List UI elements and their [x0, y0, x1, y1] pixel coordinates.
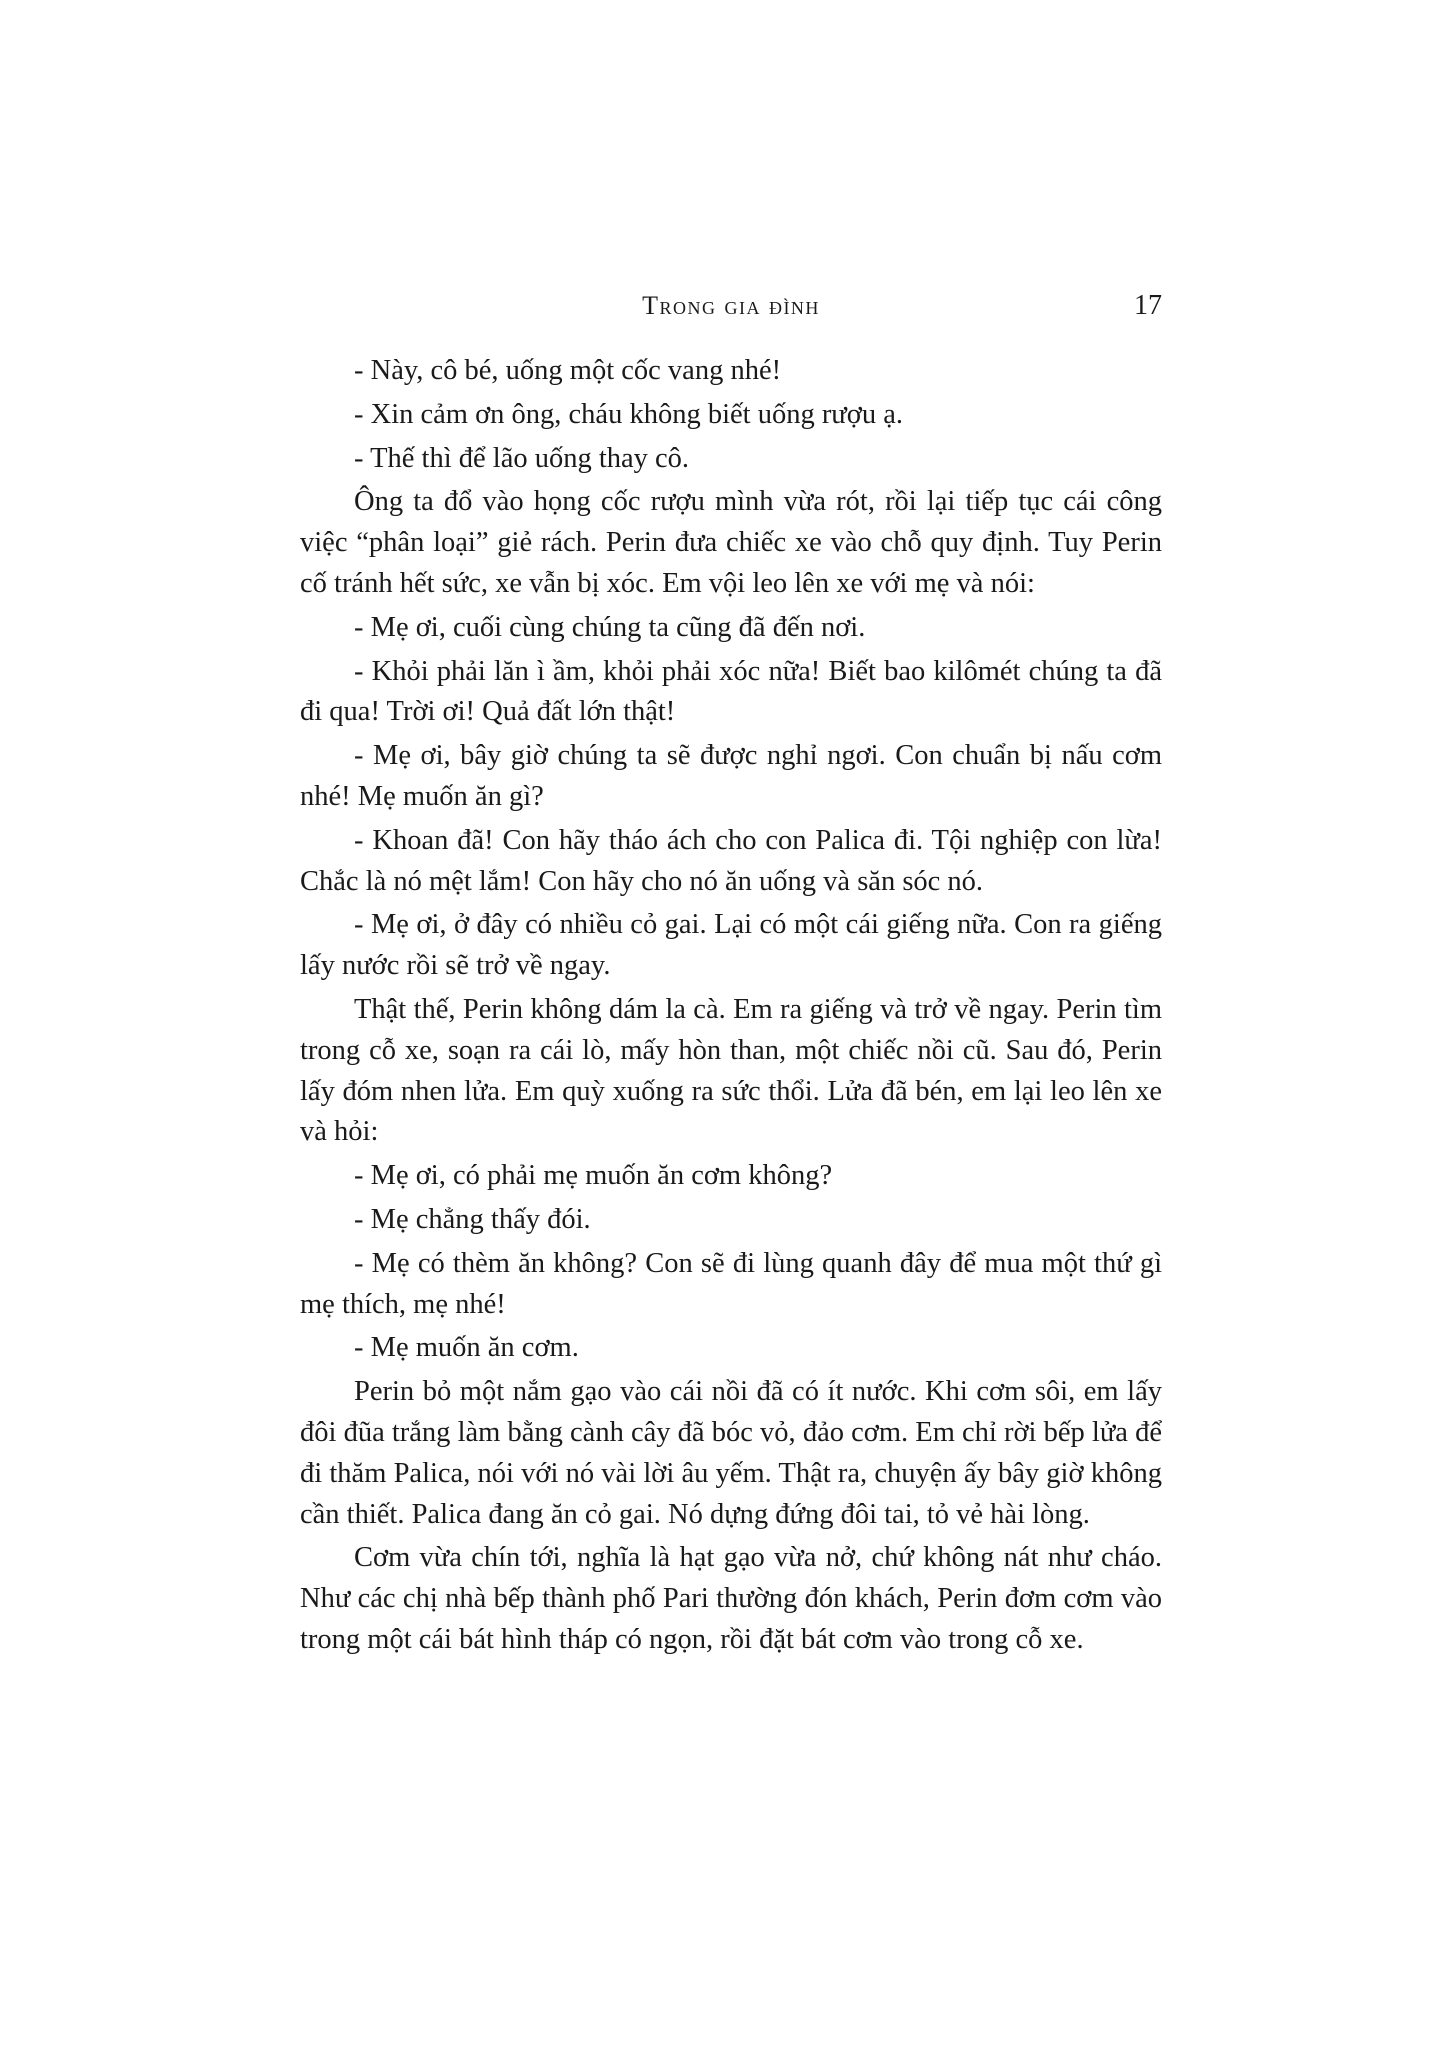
paragraph-12: - Mẹ chẳng thấy đói.: [354, 1203, 591, 1235]
page-number: 17: [1134, 290, 1162, 321]
paragraph-4: Ông ta đổ vào họng cốc rượu mình vừa rót, rồi lại tiếp tục cái công việc “phân loại” giẻ rách. Perin đưa chiếc xe vào chỗ quy định. Tuy Perin cố tránh hết sức, xe vẫn bị xóc. Em vội leo lên xe với mẹ và nói:: [300, 486, 1162, 599]
body-text: [300, 351, 1162, 1664]
paragraph-2: - Xin cảm ơn ông, cháu không biết uống rượu ạ.: [354, 398, 903, 430]
running-header: [300, 286, 1162, 326]
paragraph-15: Perin bỏ một nắm gạo vào cái nồi đã có ít nước. Khi cơm sôi, em lấy đôi đũa trắng làm bằng cành cây đã bóc vỏ, đảo cơm. Em chỉ rời bếp lửa để đi thăm Palica, nói với nó vài lời âu yếm. Thật ra, chuyện ấy bây giờ không cần thiết. Palica đang ăn cỏ gai. Nó dựng đứng đôi tai, tỏ vẻ hài lòng.: [300, 1376, 1162, 1530]
paragraph-13: - Mẹ có thèm ăn không? Con sẽ đi lùng quanh đây để mua một thứ gì mẹ thích, mẹ nhé!: [300, 1247, 1162, 1320]
paragraph-16: Cơm vừa chín tới, nghĩa là hạt gạo vừa nở, chứ không nát như cháo. Như các chị nhà bếp thành phố Pari thường đón khách, Perin đơm cơm vào trong một cái bát hình tháp có ngọn, rồi đặt bát cơm vào trong cỗ xe.: [300, 1542, 1162, 1655]
paragraph-5: - Mẹ ơi, cuối cùng chúng ta cũng đã đến nơi.: [354, 611, 866, 643]
paragraph-11: - Mẹ ơi, có phải mẹ muốn ăn cơm không?: [354, 1160, 833, 1192]
paragraph-10: Thật thế, Perin không dám la cà. Em ra giếng và trở về ngay. Perin tìm trong cỗ xe, soạn ra cái lò, mấy hòn than, một chiếc nồi cũ. Sau đó, Perin lấy đóm nhen lửa. Em quỳ xuống ra sức thổi. Lửa đã bén, em lại leo lên xe và hỏi:: [300, 993, 1162, 1148]
paragraph-14: - Mẹ muốn ăn cơm.: [354, 1332, 579, 1364]
paragraph-9: - Mẹ ơi, ở đây có nhiều cỏ gai. Lại có một cái giếng nữa. Con ra giếng lấy nước rồi sẽ trở về ngay.: [300, 909, 1162, 982]
paragraph-8: - Khoan đã! Con hãy tháo ách cho con Palica đi. Tội nghiệp con lừa! Chắc là nó mệt lắm! Con hãy cho nó ăn uống và săn sóc nó.: [300, 824, 1162, 897]
paragraph-7: - Mẹ ơi, bây giờ chúng ta sẽ được nghỉ ngơi. Con chuẩn bị nấu cơm nhé! Mẹ muốn ăn gì?: [300, 740, 1162, 812]
paragraph-3: - Thế thì để lão uống thay cô.: [354, 442, 690, 474]
chapter-title: Trong gia đình: [642, 291, 820, 320]
paragraph-6: - Khỏi phải lăn ì ầm, khỏi phải xóc nữa! Biết bao kilômét chúng ta đã đi qua! Trời ơi! Quả đất lớn thật!: [300, 655, 1162, 728]
paragraph-1: - Này, cô bé, uống một cốc vang nhé!: [354, 355, 782, 386]
